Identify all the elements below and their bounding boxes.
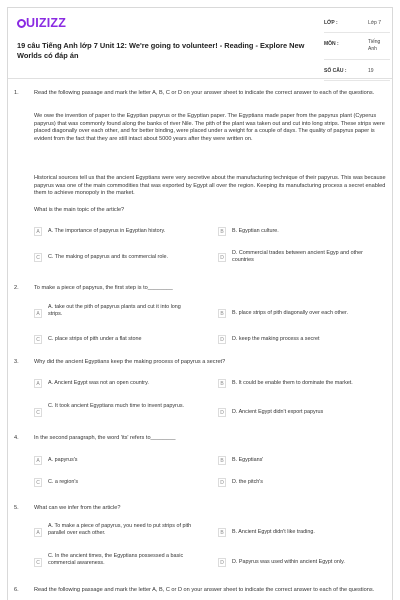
option-text: C. place strips of pith under a flat stone	[48, 336, 142, 342]
question-number: 6.	[14, 587, 19, 593]
quizizz-logo[interactable]	[17, 16, 66, 30]
option-text: B. Egyptian culture.	[232, 228, 279, 234]
option-text: A. papyrus's	[48, 457, 78, 463]
option-letter-box: D	[218, 408, 226, 417]
passage-paragraph: We owe the invention of paper to the Egyptian papyrus or the Egyptian paper. The Egyptians made paper from the papyrus plant (Cyperus papyrus) that was commonly found along the banks of river Nile. The pith of the plant was taken out and cut into long strips. These strips were placed diagonally over each other, and for better binding, were placed under a weight for a couple of days. The quality of papyrus paper is evident from the fact that they are still intact about 5000 years after they were written on.	[34, 113, 385, 142]
option-letter-box: A	[34, 309, 42, 318]
option-text: B. Egyptians'	[232, 457, 264, 463]
meta-count	[324, 60, 390, 81]
option-letter-box: B	[218, 309, 226, 318]
meta-subject-label: MÔN :	[324, 41, 339, 47]
question-text: What is the main topic of the article?	[34, 207, 125, 213]
option-letter-box: D	[218, 558, 226, 567]
worksheet-page	[7, 7, 393, 600]
option-letter-box: A	[34, 456, 42, 465]
worksheet-title: 19 câu Tiếng Anh lớp 7 Unit 12: We're going to volunteer! - Reading - Explore New Worlds có đáp án	[17, 41, 305, 60]
question-instruction: Read the following passage and mark the letter A, B, C or D on your answer sheet to indicate the correct answer to each of the questions.	[34, 90, 375, 96]
option-letter-box: B	[218, 456, 226, 465]
option-letter-box: D	[218, 253, 226, 262]
logo-text: UIZIZZ	[26, 16, 67, 30]
option-text: D. Papyrus was used within ancient Egypt only.	[232, 559, 345, 565]
question-number: 2.	[14, 285, 19, 291]
option-letter-box: A	[34, 528, 42, 537]
option-text: D. the pitch's	[232, 479, 263, 485]
logo-q-icon	[17, 19, 26, 28]
option-text: A. Ancient Egypt was not an open country.	[48, 380, 149, 386]
question-number: 3.	[14, 359, 19, 365]
meta-grade-label: LỚP :	[324, 20, 338, 26]
option-letter-box: B	[218, 227, 226, 236]
option-text: A. The importance of papyrus in Egyptian history.	[48, 228, 166, 234]
option-letter-box: D	[218, 335, 226, 344]
option-text: A. take out the pith of papyrus plants and cut it into long strips.	[48, 304, 181, 318]
question-text: What can we infer from the article?	[34, 505, 121, 511]
option-letter-box: B	[218, 528, 226, 537]
option-letter-box: A	[34, 379, 42, 388]
option-text: C. In the ancient times, the Egyptians possessed a basic commercial awareness.	[48, 553, 184, 567]
question-number: 5.	[14, 505, 19, 511]
option-letter-box: A	[34, 227, 42, 236]
option-text: C. The making of papyrus and its commercial role.	[48, 254, 169, 260]
meta-grade	[324, 12, 390, 33]
option-letter-box: C	[34, 478, 42, 487]
worksheet-header	[8, 8, 392, 79]
question-text: To make a piece of papyrus, the first step is to________	[34, 285, 173, 291]
question-instruction: Read the following passage and mark the letter A, B, C or D on your answer sheet to indicate the correct answer to each of the questions.	[34, 587, 375, 593]
meta-subject	[324, 33, 390, 60]
option-text: C. a region's	[48, 479, 79, 485]
question-number: 1.	[14, 90, 19, 96]
option-text: B. It could be enable them to dominate the market.	[232, 380, 353, 386]
option-letter-box: C	[34, 558, 42, 567]
passage-paragraph: Historical sources tell us that the ancient Egyptians were very secretive about the manufacturing technique of their papyrus. This was because papyrus was one of the main commodities that was exported by Egypt all over the region. Keeping its manufacturing process a secret enabled them to achieve monopoly in the market.	[34, 175, 386, 197]
option-text: D. keep the making process a secret	[232, 336, 320, 342]
worksheet-meta	[324, 12, 390, 81]
option-text: D. Ancient Egypt didn't export papyrus	[232, 409, 324, 415]
option-text: A. To make a piece of papyrus, you need to put strips of pith parallel over each other.	[48, 523, 192, 537]
question-text: Why did the ancient Egyptians keep the making process of papyrus a secret?	[34, 359, 226, 365]
option-letter-box: C	[34, 408, 42, 417]
option-letter-box: D	[218, 478, 226, 487]
meta-grade-value: Lớp 7	[368, 20, 382, 26]
meta-count-label: SỐ CÂU :	[324, 68, 347, 74]
option-text: B. Ancient Egypt didn't like trading.	[232, 529, 315, 535]
meta-subject-value: Tiếng Anh	[368, 39, 381, 52]
option-letter-box: C	[34, 335, 42, 344]
option-letter-box: B	[218, 379, 226, 388]
meta-count-value: 19	[368, 68, 374, 74]
question-text: In the second paragraph, the word 'its' refers to________	[34, 435, 176, 441]
option-text: D. Commercial trades between ancient Egyp and other countries	[232, 250, 363, 264]
option-text: C. It took ancient Egyptians much time to invent papyrus.	[48, 403, 185, 409]
question-number: 4.	[14, 435, 19, 441]
option-text: B. place strips of pith diagonally over each other.	[232, 310, 348, 316]
option-letter-box: C	[34, 253, 42, 262]
